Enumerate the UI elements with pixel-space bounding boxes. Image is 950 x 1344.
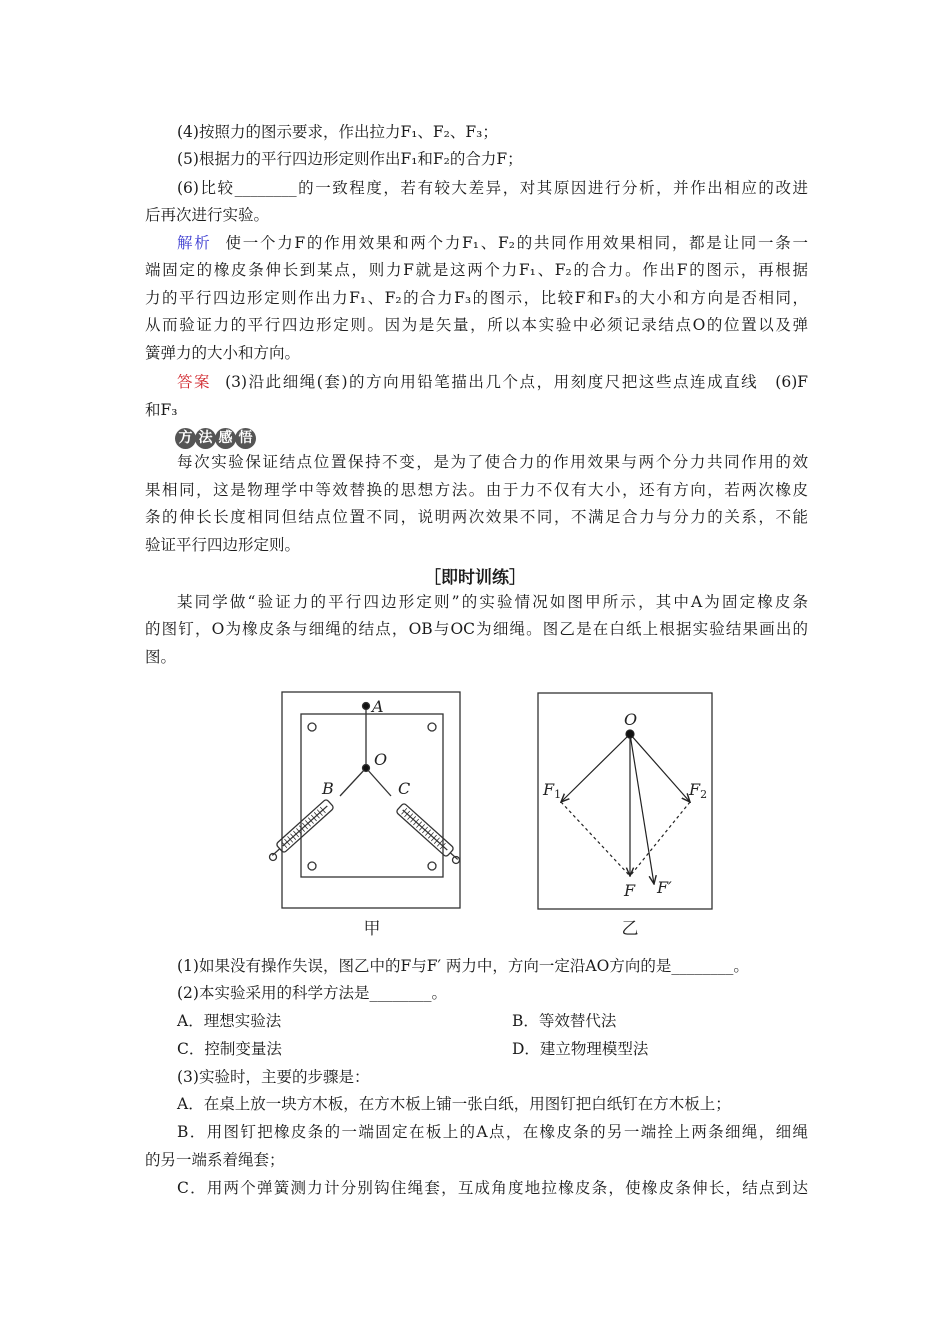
question-1: (1)如果没有操作失误，图乙中的F与F′ 两力中，方向一定沿AO方向的是________。 xyxy=(177,957,749,975)
string-oc xyxy=(366,768,391,796)
question-2: (2)本实验采用的科学方法是________。 xyxy=(177,984,447,1002)
point-o xyxy=(363,765,370,772)
answer-line-2: 和F₃ xyxy=(145,401,178,419)
f2-main: F xyxy=(689,780,701,799)
badge-char: 法 xyxy=(195,428,216,449)
analysis-text: 使一个力F的作用效果和两个力F₁、F₂的共同作用效果相同，都是让同一条一 xyxy=(225,234,808,252)
analysis-line-4: 从而验证力的平行四边形定则。因为是矢量，所以本实验中必须记录结点O的位置以及弹 xyxy=(145,316,808,334)
pin-icon xyxy=(308,723,316,731)
option-b: B．等效替代法 xyxy=(512,1012,617,1030)
caption-yi: 乙 xyxy=(621,919,639,939)
step-b-line-2: 的另一端系着绳套； xyxy=(145,1151,285,1169)
intro-line-2: 的图钉，O为橡皮条与细绳的结点，OB与OC为细绳。图乙是在白纸上根据实验结果画出的 xyxy=(145,620,808,638)
step-b-line-1: B．用图钉把橡皮条的一端固定在板上的A点，在橡皮条的另一端拴上两条细绳，细绳 xyxy=(177,1123,808,1141)
pin-icon xyxy=(308,862,316,870)
method-line-2: 果相同，这是物理学中等效替换的思想方法。由于力不仅有大小，还有方向，若两次橡皮 xyxy=(145,481,808,499)
step-c-line-1: C．用两个弹簧测力计分别钩住绳套，互成角度地拉橡皮条，使橡皮条伸长，结点到达 xyxy=(177,1179,808,1197)
badge-char: 悟 xyxy=(235,428,256,449)
caption-jia: 甲 xyxy=(363,919,381,939)
f1-main: F xyxy=(543,780,555,799)
intro-line-1: 某同学做“验证力的平行四边形定则”的实验情况如图甲所示，其中A为固定橡皮条 xyxy=(177,593,808,611)
badge-char: 方 xyxy=(175,428,196,449)
option-a: A．理想实验法 xyxy=(177,1012,282,1030)
f1-sub: 1 xyxy=(554,788,562,801)
pin-icon xyxy=(428,723,436,731)
analysis-label: 解析 xyxy=(177,234,212,252)
pin-icon xyxy=(428,862,436,870)
point-o xyxy=(626,730,634,738)
option-d: D．建立物理模型法 xyxy=(512,1040,649,1058)
intro-line-3: 图。 xyxy=(145,648,177,666)
figure-jia xyxy=(268,692,461,908)
analysis-line-2: 端固定的橡皮条伸长到某点，则力F就是这两个力F₁、F₂的合力。作出F的图示，再根据 xyxy=(145,261,808,279)
label-b: B xyxy=(322,779,334,798)
analysis-line-5: 簧弹力的大小和方向。 xyxy=(145,344,301,362)
dashed-f1-f xyxy=(561,802,630,876)
label-o: O xyxy=(624,710,638,729)
label-c: C xyxy=(398,779,411,798)
method-line-1: 每次实验保证结点位置保持不变，是为了使合力的作用效果与两个分力共同作用的效 xyxy=(177,453,808,471)
f2-sub: 2 xyxy=(700,788,708,801)
step-5: (5)根据力的平行四边形定则作出F₁和F₂的合力F； xyxy=(177,150,523,168)
question-3: (3)实验时，主要的步骤是： xyxy=(177,1068,370,1086)
label-f2 xyxy=(688,780,707,801)
label-a: A xyxy=(372,697,384,716)
answer-label: 答案 xyxy=(177,373,212,391)
method-line-3: 条的伸长长度相同但结点位置不同，说明两次效果不同，不满足合力与分力的关系，不能 xyxy=(145,508,808,526)
label-o: O xyxy=(374,750,388,769)
spring-scale-right xyxy=(396,803,462,864)
string-ob xyxy=(340,768,366,796)
option-c: C．控制变量法 xyxy=(177,1040,282,1058)
label-f-prime: F′ xyxy=(657,878,672,897)
step-4: (4)按照力的图示要求，作出拉力F₁、F₂、F₃； xyxy=(177,123,498,141)
label-f: F xyxy=(624,881,636,900)
section-heading: ［即时训练］ xyxy=(424,568,526,588)
vector-f1 xyxy=(561,734,630,802)
point-a xyxy=(363,703,370,710)
dashed-f2-f xyxy=(630,802,690,876)
badge-char: 感 xyxy=(215,428,236,449)
method-line-4: 验证平行四边形定则。 xyxy=(145,536,301,554)
step-6-line-1: (6)比较________的一致程度，若有较大差异，对其原因进行分析，并作出相应的改进 xyxy=(177,179,808,197)
answer-text: (3)沿此细绳(套)的方向用铅笔描出几个点，用刻度尺把这些点连成直线 (6)F xyxy=(225,373,808,391)
step-6-line-2: 后再次进行实验。 xyxy=(145,206,270,224)
label-f1 xyxy=(542,780,561,801)
step-a: A．在桌上放一块方木板，在方木板上铺一张白纸，用图钉把白纸钉在方木板上； xyxy=(177,1095,731,1113)
analysis-line-3: 力的平行四边形定则作出力F₁、F₂的合力F₃的图示，比较F和F₃的大小和方向是否相同， xyxy=(145,289,808,307)
